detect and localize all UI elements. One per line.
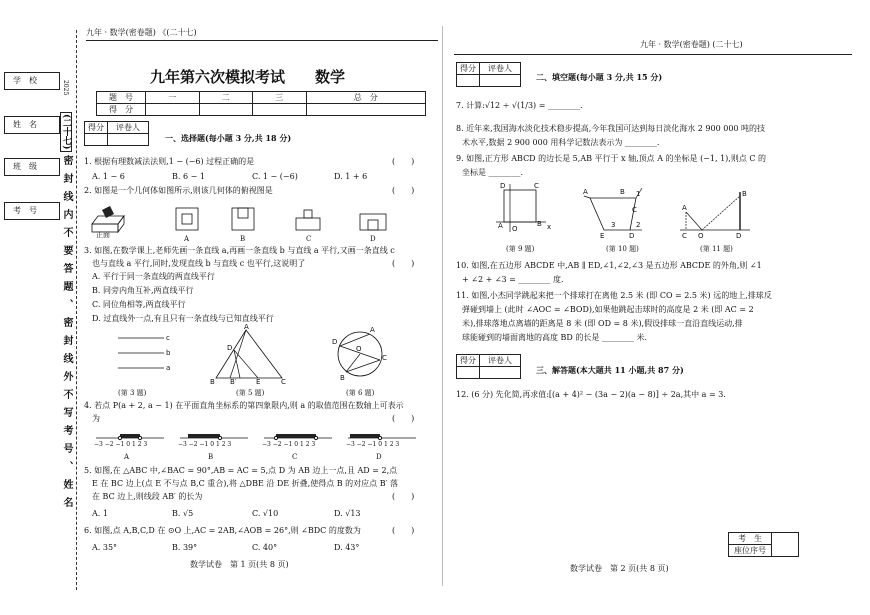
score-cell[interactable] [199, 104, 253, 116]
numline-c [264, 434, 332, 440]
q2-solid-figure [92, 206, 124, 232]
svg-text:A: A [682, 204, 687, 212]
svg-text:O: O [512, 225, 518, 233]
q4-text-2: 为 [92, 414, 100, 423]
score-table [96, 91, 426, 116]
q2-option-a [176, 208, 198, 230]
svg-text:A: A [244, 323, 249, 331]
svg-text:A: A [498, 222, 503, 230]
numline-b [180, 434, 248, 440]
q5-opt-a: A. 1 [92, 509, 108, 518]
q4-label-b: B [208, 453, 214, 461]
seat-number-box: 考 生 座位序号 [728, 532, 799, 557]
svg-text:C: C [281, 378, 286, 386]
q3-parallel-lines [118, 334, 171, 372]
svg-text:A: A [370, 326, 375, 334]
svg-text:O: O [356, 345, 362, 353]
svg-text:c: c [166, 334, 170, 342]
q11-text-3: 米),排球落地点离墙的距离是 8 米 (即 OD = 8 米),假设排球一直沿直线运动,排 [462, 319, 743, 328]
svg-text:A: A [583, 188, 588, 196]
q7-text: 7. 计算:√12 ÷ √(1/3) = ________. [456, 101, 583, 110]
school-field[interactable]: 学 校 [4, 72, 60, 90]
page2-header: 九年 · 数学(密卷题) (二十七) [640, 40, 743, 49]
q5-text-3: 在 BC 边上,则线段 AB′ 的长为 [92, 492, 203, 501]
grader-name-cell[interactable] [108, 134, 149, 146]
q10-text-2: + ∠2 + ∠3 = ________ 度. [462, 275, 564, 284]
q4-paren: ( ) [392, 414, 415, 423]
q4-label-a: A [124, 453, 130, 461]
grader-box-2: 得分 评卷人 [456, 62, 521, 87]
score-cell[interactable] [253, 104, 307, 116]
q2-label-b: B [240, 235, 246, 243]
svg-text:B: B [340, 374, 345, 382]
q2-option-c [296, 210, 320, 230]
q6-paren: ( ) [392, 526, 415, 535]
q9-q10-q11-figures [490, 182, 760, 242]
svg-text:D: D [736, 232, 742, 240]
svg-text:D: D [332, 338, 338, 346]
grader-name-cell[interactable] [480, 367, 521, 379]
q8-text: 8. 近年来,我国海水淡化技术稳步提高,今年我国可达到每日淡化海水 2 900 000 吨的技 [456, 124, 766, 133]
svg-text:C: C [382, 354, 387, 362]
page2-footer: 数学试卷 第 2 页(共 8 页) [570, 564, 669, 573]
q4-text: 4. 若点 P(a + 2, a − 1) 在平面直角坐标系的第四象限内,则 a 的取值范围在数轴上可表示 [84, 401, 404, 410]
fig5-caption: (第 5 题) [236, 389, 265, 397]
q6-opt-d: D. 43° [334, 543, 360, 552]
q2-label-a: A [184, 235, 190, 243]
fig11-caption: (第 11 题) [700, 245, 733, 253]
q2-text: 2. 如图是一个几何体如图所示,则该几何体的俯视图是 [84, 186, 273, 195]
grader-name-cell[interactable] [480, 75, 521, 87]
svg-text:C: C [682, 232, 687, 240]
q9-text-2: 坐标是 ________. [462, 168, 524, 177]
q2-option-d [360, 214, 386, 230]
page1-header: 九年 · 数学(密卷题) 《(二十七) [86, 28, 197, 37]
class-field[interactable]: 班 级 [4, 158, 60, 176]
q5-paren: ( ) [392, 492, 415, 501]
score-header-item: 一 [146, 92, 200, 104]
q2-paren: ( ) [392, 186, 415, 195]
score-row-label: 得 分 [97, 104, 146, 116]
fig10-caption: (第 10 题) [606, 245, 639, 253]
q5-opt-b: B. √5 [172, 509, 194, 518]
score-header-item: 题 号 [97, 92, 146, 104]
numline-d [348, 434, 416, 440]
page-divider [442, 26, 443, 586]
numline-ticks-c: −3 −2 −1 0 1 2 3 [262, 441, 316, 448]
q11-ball [680, 190, 750, 240]
q1-opt-a: A. 1 − 6 [92, 172, 125, 181]
score-header-item: 三 [253, 92, 307, 104]
svg-text:B: B [537, 220, 542, 228]
q1-opt-d: D. 1 + 6 [334, 172, 368, 181]
q1-opt-b: B. 6 − 1 [172, 172, 205, 181]
section2-heading: 二、填空题(每小题 3 分,共 15 分) [536, 72, 663, 82]
q1-opt-c: C. 1 − (−6) [252, 172, 298, 181]
svg-text:D: D [227, 344, 233, 352]
q3-q5-q6-figures [84, 323, 424, 388]
q2-label-c: C [306, 235, 312, 243]
seal-line [76, 30, 77, 590]
q3-opt-a: A. 平行于同一条直线的两直线平行 [92, 272, 215, 281]
svg-text:x: x [547, 223, 552, 231]
q8-text-2: 术水平,数据 2 900 000 用科学记数法表示为 ________. [462, 138, 660, 147]
q6-opt-b: B. 39° [172, 543, 198, 552]
svg-text:a: a [166, 364, 171, 372]
seal-line-text: 密封线内不要答题、密封线外不写考号、姓名 [61, 155, 72, 515]
page1-footer: 数学试卷 第 1 页(共 8 页) [190, 560, 289, 569]
year-label: 2025 [62, 80, 69, 96]
svg-text:3: 3 [611, 221, 616, 229]
q2-label-d: D [370, 235, 376, 243]
name-field[interactable]: 姓 名 [4, 116, 60, 134]
q4-label-c: C [292, 453, 298, 461]
numline-ticks-a: −3 −2 −1 0 1 2 3 [94, 441, 148, 448]
svg-text:E: E [600, 232, 605, 240]
q6-circle [332, 326, 387, 382]
svg-text:1: 1 [636, 190, 641, 198]
q2-label-front: 正面 [96, 231, 110, 239]
q1-paren: ( ) [392, 157, 415, 166]
q6-text: 6. 如图,点 A,B,C,D 在 ⊙O 上,AC = 2AB,∠AOB = 26°,则 ∠BDC 的度数为 [84, 526, 361, 535]
q6-opt-c: C. 40° [252, 543, 278, 552]
q9-square [496, 182, 551, 233]
numline-a [96, 434, 164, 440]
fig3-caption: (第 3 题) [118, 389, 147, 397]
q11-text-2: 弹碰到墙上 (此时 ∠AOC = ∠BOD),如果他跳起击球时的高度是 2 米 (即 AC = 2 [462, 305, 754, 314]
score-cell[interactable] [146, 104, 200, 116]
score-cell[interactable] [306, 104, 425, 116]
grader-score-cell[interactable] [85, 134, 108, 146]
q4-label-d: D [376, 453, 382, 461]
q3-opt-d: D. 过直线外一点,有且只有一条直线与已知直线平行 [92, 314, 274, 323]
q1-text: 1. 根据有理数减法法则,1 − (−6) 过程正确的是 [84, 157, 255, 166]
grader-score-cell[interactable] [457, 75, 480, 87]
q3-paren: ( ) [392, 259, 415, 268]
svg-text:D: D [629, 232, 635, 240]
q3-text: 3. 如图,在数学课上,老师先画一条直线 a,再画一条直线 b 与直线 a 平行,又画一条直线 c [84, 246, 395, 255]
fig9-caption: (第 9 题) [506, 245, 535, 253]
seat-number-input[interactable] [772, 533, 799, 557]
svg-text:B: B [620, 188, 625, 196]
fig6-caption: (第 6 题) [346, 389, 375, 397]
q12-answer-area[interactable] [456, 404, 852, 524]
grader-box-1: 得分 评卷人 [84, 121, 149, 146]
q6-opt-a: A. 35° [92, 543, 118, 552]
numline-ticks-d: −3 −2 −1 0 1 2 3 [346, 441, 400, 448]
series-label: (二十七) [61, 114, 71, 150]
score-header-item: 二 [199, 92, 253, 104]
q9-text: 9. 如图,正方形 ABCD 的边长是 5,AB 平行于 x 轴,顶点 A 的坐标是 (−1, 1),则点 C 的 [456, 154, 767, 163]
q3-text-2: 也与直线 a 平行,同时,发现直线 b 与直线 c 也平行,这说明了 [92, 259, 306, 268]
q11-text: 11. 如图,小杰同学跳起来把一个排球打在离他 2.5 米 (即 CO = 2.5 米) 远的地上,排球反 [456, 291, 772, 300]
q5-opt-d: D. √13 [334, 509, 361, 518]
svg-text:C: C [534, 182, 539, 190]
numline-ticks-b: −3 −2 −1 0 1 2 3 [178, 441, 232, 448]
page2-header-rule [454, 54, 852, 55]
q12-text: 12. (6 分) 先化简,再求值:[(a + 4)² − (3a − 2)(a − 8)] ÷ 2a,其中 a = 3. [456, 390, 726, 399]
svg-text:B′: B′ [230, 378, 237, 386]
q2-option-b [232, 208, 254, 230]
svg-text:b: b [166, 349, 171, 357]
q10-pentagon [583, 188, 642, 240]
q5-text: 5. 如图,在 △ABC 中,∠BAC = 90°,AB = AC = 5,点 D 为 AB 边上一点,且 AD = 2,点 [84, 466, 398, 475]
svg-text:E: E [256, 378, 261, 386]
svg-text:C: C [632, 206, 637, 214]
svg-text:O: O [698, 232, 704, 240]
q5-opt-c: C. √10 [252, 509, 279, 518]
q5-text-2: E 在 BC 边上(点 E 不与点 B,C 重合),将 △DBE 沿 DE 折叠,使得点 B 的对应点 B′ 落 [92, 479, 398, 488]
q10-text: 10. 如图,在五边形 ABCDE 中,AB ∥ ED,∠1,∠2,∠3 是五边形 ABCDE 的外角,则 ∠1 [456, 261, 762, 270]
score-header-item: 总 分 [306, 92, 425, 104]
q3-opt-b: B. 同旁内角互补,两直线平行 [92, 286, 194, 295]
exam-number-field[interactable]: 考 号 [4, 202, 60, 220]
svg-text:2: 2 [636, 221, 641, 229]
svg-text:B: B [742, 190, 747, 198]
q3-opt-c: C. 同位角相等,两直线平行 [92, 300, 186, 309]
sidebar [0, 0, 80, 615]
svg-text:D: D [500, 182, 506, 190]
page1-title: 九年第六次模拟考试 数学 [150, 68, 346, 86]
grader-score-cell[interactable] [457, 367, 480, 379]
grader-box-3: 得分 评卷人 [456, 354, 521, 379]
q11-text-4: 球能碰到的墙面离地的高度 BD 的长是 ________ 米. [462, 333, 648, 342]
svg-text:B: B [210, 378, 215, 386]
q5-triangle [210, 323, 286, 386]
section3-heading: 三、解答题(本大题共 11 小题,共 87 分) [536, 365, 684, 375]
section1-heading: 一、选择题(每小题 3 分,共 18 分) [165, 133, 292, 143]
page1-header-rule [86, 40, 438, 41]
